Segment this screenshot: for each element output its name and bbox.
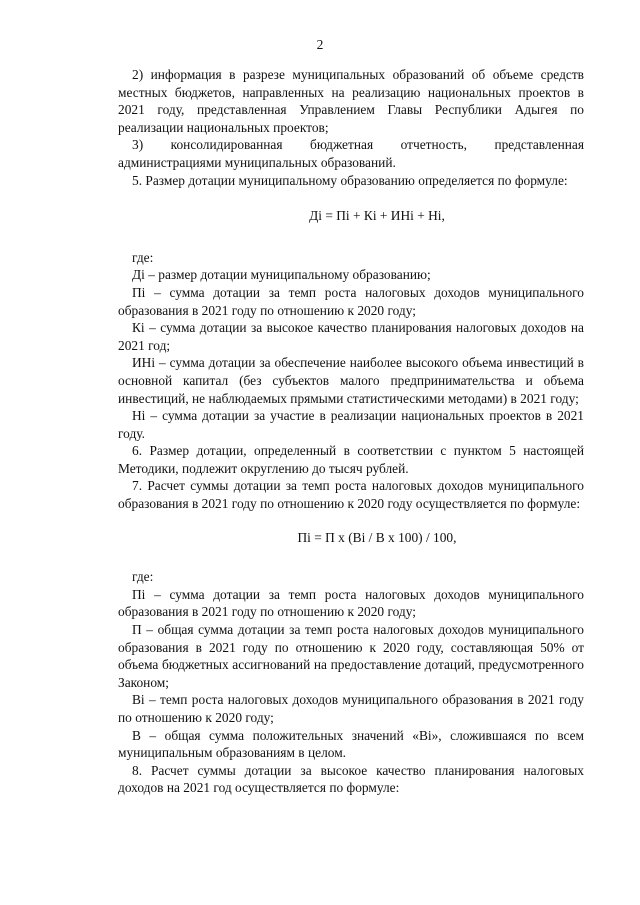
paragraph-clause-8: 8. Расчет суммы дотации за высокое качество планирования налоговых доходов на 2021 год осуществляется по формуле: <box>118 762 584 796</box>
definition-v: В – общая сумма положительных значений «Вi», сложившаяся по всем муниципальным образованиям в целом. <box>118 727 584 761</box>
page-number: 2 <box>316 37 324 52</box>
paragraph-item-3: 3) консолидированная бюджетная отчетность, представленная администрациями муниципальных образований. <box>118 137 584 170</box>
definition-vi: Вi – темп роста налоговых доходов муниципального образования в 2021 году по отношению к 2020 году; <box>118 692 584 725</box>
paragraph-clause-5: 5. Размер дотации муниципальному образованию определяется по формуле: <box>132 172 568 188</box>
definition-ini: ИНi – сумма дотации за обеспечение наиболее высокого объема инвестиций в основной капитал (без субъектов малого предпринимательства и объема инвестиций, не наблюдаемых прямыми статистическими методами) в 2021 году; <box>118 355 584 406</box>
definition-ni: Нi – сумма дотации за участие в реализации национальных проектов в 2021 году. <box>118 408 584 441</box>
definition-pi: Пi – сумма дотации за темп роста налоговых доходов муниципального образования в 2021 году по отношению к 2020 году; <box>118 284 584 318</box>
paragraph-clause-7: 7. Расчет суммы дотации за темп роста налоговых доходов муниципального образования в 2021 году по отношению к 2020 году осуществляется по формуле: <box>118 478 584 512</box>
definition-pi-2: Пi – сумма дотации за темп роста налоговых доходов муниципального образования в 2021 году по отношению к 2020 году; <box>118 586 584 620</box>
paragraph-clause-6: 6. Размер дотации, определенный в соответствии с пунктом 5 настоящей Методики, подлежит округлению до тысяч рублей. <box>118 443 584 476</box>
definition-p: П – общая сумма дотации за темп роста налоговых доходов муниципального образования в 2021 году по отношению к 2020 году, составляющая 50% от объема бюджетных ассигнований на предоставление дотаций, предусмотренного Законом; <box>118 622 584 690</box>
formula-subsidy-total: Дi = Пi + Кi + ИНi + Нi, <box>309 208 445 224</box>
document-body <box>118 66 584 797</box>
definition-di: Дi – размер дотации муниципальному образованию; <box>132 267 431 283</box>
definition-ki: Кi – сумма дотации за высокое качество планирования налоговых доходов на 2021 год; <box>118 320 584 353</box>
formula-growth-subsidy: Пi = П х (Вi / В х 100) / 100, <box>297 529 457 545</box>
where-label: где: <box>132 249 154 265</box>
paragraph-item-2: 2) информация в разрезе муниципальных образований об объеме средств местных бюджетов, направленных на реализацию национальных проектов в 2021 году, представленная Управлением Главы Республики Адыгея по реализации национальных проектов; <box>118 67 584 135</box>
where-label-2: где: <box>132 569 154 585</box>
